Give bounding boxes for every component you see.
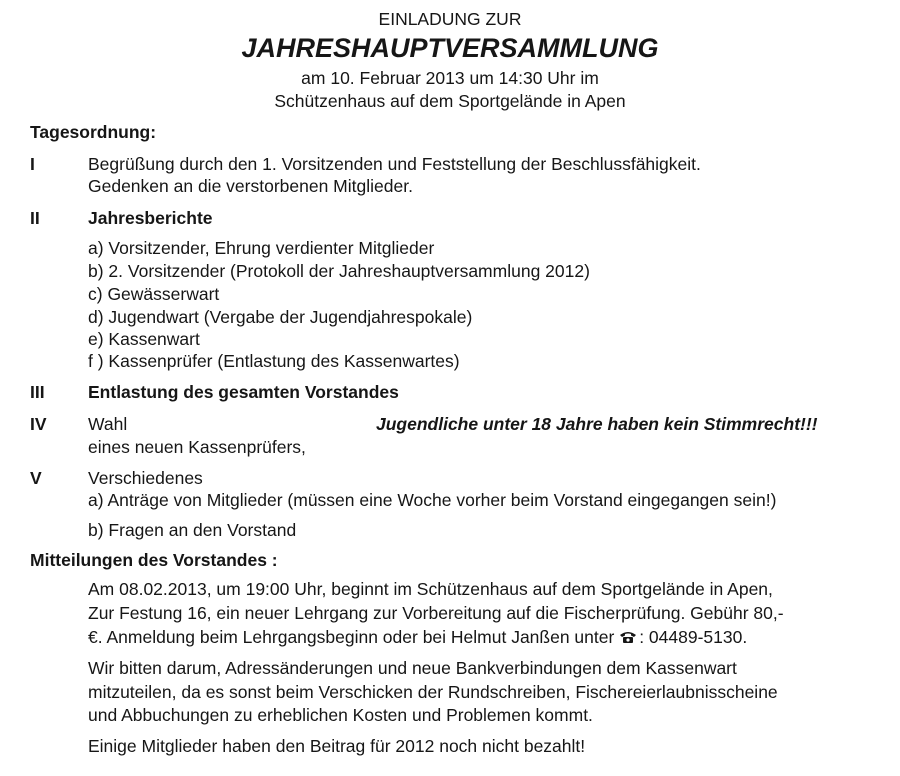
- announcement-1-line-2: Zur Festung 16, ein neuer Lehrgang zur Vorbereitung auf die Fischerprüfung. Gebühr 80,-: [88, 603, 784, 623]
- agenda-subitem-c: c) Gewässerwart: [88, 284, 220, 304]
- agenda-subitem-a: a) Vorsitzender, Ehrung verdienter Mitglieder: [88, 238, 435, 258]
- agenda-number-3: III: [30, 382, 45, 402]
- page-title: JAHRESHAUPTVERSAMMLUNG: [241, 33, 659, 63]
- agenda-subitem-e: e) Kassenwart: [88, 329, 200, 349]
- header-date-line: am 10. Februar 2013 um 14:30 Uhr im: [301, 68, 599, 88]
- announcement-2-line-2: mitzuteilen, da es sonst beim Verschicken der Rundschreiben, Fischereierlaubnisscheine: [88, 682, 778, 702]
- agenda-item-1-line-1: Begrüßung durch den 1. Vorsitzenden und Feststellung der Beschlussfähigkeit.: [88, 154, 701, 174]
- agenda-item-2-heading: Jahresberichte: [88, 208, 213, 228]
- announcement-1-line-3-text: €. Anmeldung beim Lehrgangsbeginn oder bei Helmut Janßen unter: [88, 627, 615, 647]
- agenda-item-5-line-1: Verschiedenes: [88, 468, 203, 488]
- telephone-icon: [619, 630, 637, 644]
- agenda-item-5-line-3: b) Fragen an den Vorstand: [88, 520, 297, 540]
- announcement-2-line-1: Wir bitten darum, Adressänderungen und neue Bankverbindungen dem Kassenwart: [88, 658, 737, 678]
- header-location-line: Schützenhaus auf dem Sportgelände in Apen: [274, 91, 626, 111]
- announcements-heading: Mitteilungen des Vorstandes :: [30, 550, 278, 570]
- agenda-number-5: V: [30, 468, 42, 488]
- agenda-item-1-line-2: Gedenken an die verstorbenen Mitglieder.: [88, 176, 413, 196]
- agenda-item-3-heading: Entlastung des gesamten Vorstandes: [88, 382, 399, 402]
- agenda-subitem-f: f ) Kassenprüfer (Entlastung des Kassenwartes): [88, 351, 460, 371]
- agenda-item-5-line-2: a) Anträge von Mitglieder (müssen eine Woche vorher beim Vorstand eingegangen sein!): [88, 490, 777, 510]
- agenda-heading: Tagesordnung:: [30, 122, 157, 142]
- announcement-2-line-3: und Abbuchungen zu erheblichen Kosten und Problemen kommt.: [88, 705, 593, 725]
- agenda-subitem-b: b) 2. Vorsitzender (Protokoll der Jahreshauptversammlung 2012): [88, 261, 590, 281]
- header-line-1: EINLADUNG ZUR: [378, 9, 522, 29]
- agenda-number-2: II: [30, 208, 40, 228]
- agenda-item-4-line-1: Wahl: [88, 414, 128, 434]
- phone-number: : 04489-5130.: [639, 627, 748, 647]
- agenda-item-4-line-2: eines neuen Kassenprüfers,: [88, 437, 306, 457]
- agenda-number-1: I: [30, 154, 35, 174]
- announcement-3: Einige Mitglieder haben den Beitrag für 2012 noch nicht bezahlt!: [88, 736, 586, 756]
- agenda-number-4: IV: [30, 414, 47, 434]
- agenda-subitem-d: d) Jugendwart (Vergabe der Jugendjahrespokale): [88, 307, 473, 327]
- announcement-1-line-1: Am 08.02.2013, um 19:00 Uhr, beginnt im Schützenhaus auf dem Sportgelände in Apen,: [88, 579, 773, 599]
- voting-rights-note: Jugendliche unter 18 Jahre haben kein Stimmrecht!!!: [376, 414, 818, 434]
- announcement-1-line-3: [88, 625, 747, 649]
